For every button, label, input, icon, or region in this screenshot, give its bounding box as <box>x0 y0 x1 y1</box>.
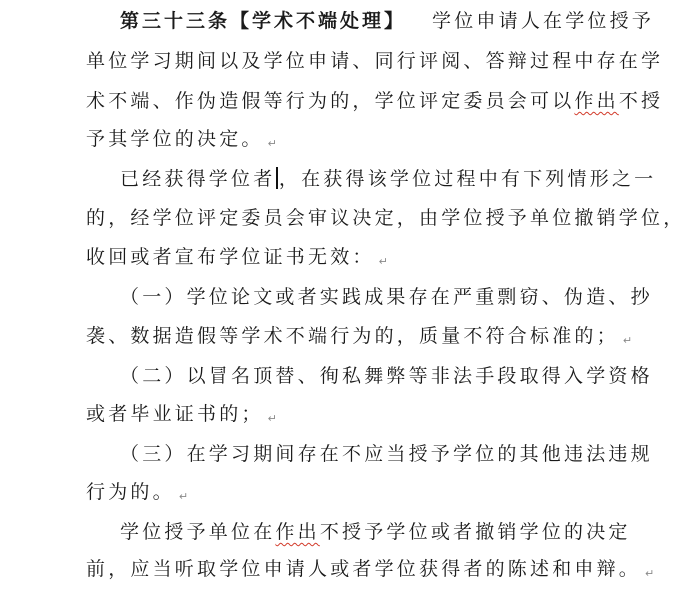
article-text-line: 收回或者宣布学位证书无效： ↵ <box>86 246 388 268</box>
spellcheck-word: 作出 <box>574 90 619 112</box>
paragraph-mark-icon: ↵ <box>178 490 189 503</box>
text-cursor[interactable] <box>276 167 278 189</box>
article-text-line: 术不端、作伪造假等行为的，学位评定委员会可以作出不授 <box>86 90 664 112</box>
paragraph-mark-icon: ↵ <box>267 137 277 150</box>
article-text-line: 学位授予单位在作出不授予学位或者撤销学位的决定 <box>120 521 631 543</box>
paragraph-mark-icon: ↵ <box>378 255 388 268</box>
article-text-line: 前，应当听取学位申请人或者学位获得者的陈述和申辩。 ↵ <box>86 558 655 580</box>
article-text-line: 单位学习期间以及学位申请、同行评阅、答辩过程中存在学 <box>86 50 664 72</box>
paragraph-mark-icon: ↵ <box>622 334 633 347</box>
list-item-line: （三）在学习期间存在不应当授予学位的其他违法违规 <box>120 443 653 465</box>
article-text: 学位申请人在学位授予 <box>432 10 655 32</box>
paragraph-mark-icon: ↵ <box>267 412 277 425</box>
article-title: 第三十三条【学术不端处理】 <box>120 10 407 32</box>
article-first-line <box>120 6 654 36</box>
list-item-line: 袭、数据造假等学术不端行为的，质量不符合标准的； ↵ <box>86 325 633 347</box>
article-text-line: 已经获得学位者 ，在获得该学位过程中有下列情形之一 <box>120 168 657 190</box>
list-item-line: 或者毕业证书的； ↵ <box>86 403 277 425</box>
list-item-line: （一）学位论文或者实践成果存在严重剽窃、伪造、抄 <box>120 286 653 308</box>
paragraph-mark-icon: ↵ <box>645 567 655 580</box>
article-text-line: 予其学位的决定。 ↵ <box>86 128 277 150</box>
spellcheck-word: 作出 <box>275 521 320 543</box>
list-item-line: 行为的。 ↵ <box>86 481 189 503</box>
list-item-line: （二）以冒名顶替、徇私舞弊等非法手段取得入学资格 <box>120 365 653 387</box>
article-text-line: 的，经学位评定委员会审议决定，由学位授予单位撤销学位， <box>86 207 686 229</box>
